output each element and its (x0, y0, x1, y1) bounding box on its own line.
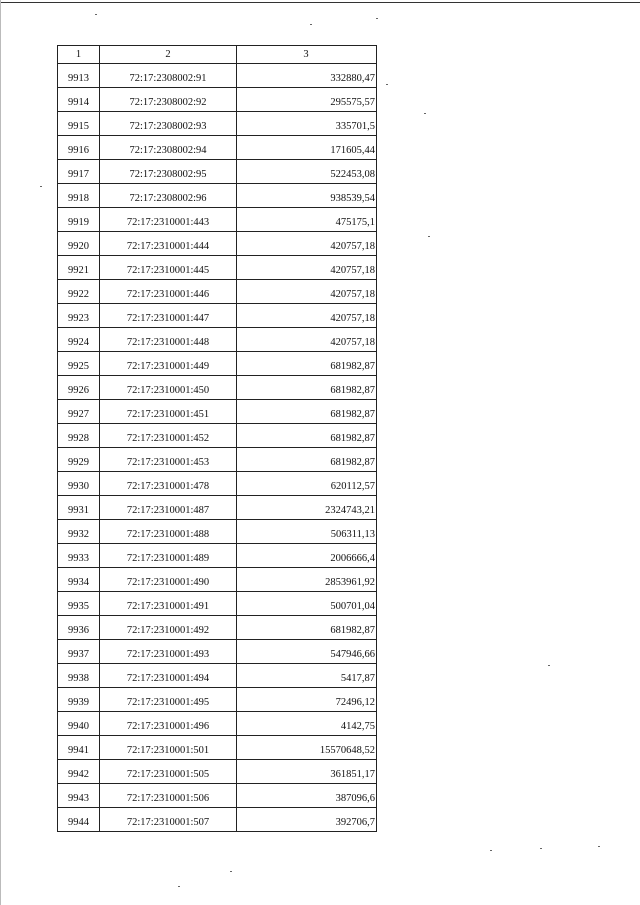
scan-speck (490, 850, 492, 851)
table-row (58, 256, 377, 280)
cadastral-number-cell: 72:17:2310001:489 (100, 544, 237, 568)
cadastral-number-cell: 72:17:2310001:451 (100, 400, 237, 424)
table-row (58, 496, 377, 520)
value-cell: 681982,87 (237, 424, 377, 448)
table-row (58, 112, 377, 136)
cadastral-number-cell: 72:17:2310001:448 (100, 328, 237, 352)
cadastral-number-cell: 72:17:2308002:92 (100, 88, 237, 112)
row-number-cell: 9929 (58, 448, 100, 472)
value-cell: 171605,44 (237, 136, 377, 160)
cadastral-number-cell: 72:17:2310001:453 (100, 448, 237, 472)
cadastral-number-cell: 72:17:2308002:94 (100, 136, 237, 160)
value-cell: 681982,87 (237, 448, 377, 472)
value-cell: 420757,18 (237, 232, 377, 256)
table-row (58, 616, 377, 640)
row-number-cell: 9923 (58, 304, 100, 328)
table-row (58, 280, 377, 304)
table-row (58, 232, 377, 256)
cadastral-number-cell: 72:17:2310001:505 (100, 760, 237, 784)
row-number-cell: 9917 (58, 160, 100, 184)
scan-speck (95, 14, 97, 15)
value-cell: 361851,17 (237, 760, 377, 784)
value-cell: 392706,7 (237, 808, 377, 832)
cadastral-number-cell: 72:17:2310001:446 (100, 280, 237, 304)
table-row (58, 712, 377, 736)
table-row (58, 568, 377, 592)
row-number-cell: 9938 (58, 664, 100, 688)
row-number-cell: 9919 (58, 208, 100, 232)
cadastral-number-cell: 72:17:2310001:487 (100, 496, 237, 520)
row-number-cell: 9922 (58, 280, 100, 304)
scan-speck (548, 665, 550, 666)
cadastral-number-cell: 72:17:2310001:488 (100, 520, 237, 544)
scan-speck (386, 84, 388, 85)
row-number-cell: 9939 (58, 688, 100, 712)
row-number-cell: 9930 (58, 472, 100, 496)
row-number-cell: 9934 (58, 568, 100, 592)
row-number-cell: 9913 (58, 64, 100, 88)
value-cell: 420757,18 (237, 256, 377, 280)
cadastral-number-cell: 72:17:2310001:507 (100, 808, 237, 832)
cadastral-number-cell: 72:17:2310001:495 (100, 688, 237, 712)
table-row (58, 208, 377, 232)
table-row (58, 448, 377, 472)
cadastral-number-cell: 72:17:2310001:501 (100, 736, 237, 760)
scan-speck (40, 186, 42, 187)
scan-speck (540, 848, 542, 849)
cadastral-number-cell: 72:17:2310001:478 (100, 472, 237, 496)
cadastral-number-cell: 72:17:2310001:492 (100, 616, 237, 640)
table-row (58, 160, 377, 184)
row-number-cell: 9944 (58, 808, 100, 832)
cadastral-number-cell: 72:17:2308002:93 (100, 112, 237, 136)
row-number-cell: 9943 (58, 784, 100, 808)
value-cell: 5417,87 (237, 664, 377, 688)
cadastral-number-cell: 72:17:2310001:443 (100, 208, 237, 232)
row-number-cell: 9936 (58, 616, 100, 640)
row-number-cell: 9937 (58, 640, 100, 664)
table-row (58, 592, 377, 616)
row-number-cell: 9935 (58, 592, 100, 616)
value-cell: 387096,6 (237, 784, 377, 808)
value-cell: 938539,54 (237, 184, 377, 208)
value-cell: 2006666,4 (237, 544, 377, 568)
scan-speck (428, 236, 430, 237)
value-cell: 4142,75 (237, 712, 377, 736)
value-cell: 681982,87 (237, 376, 377, 400)
value-cell: 332880,47 (237, 64, 377, 88)
cadastral-number-cell: 72:17:2308002:95 (100, 160, 237, 184)
cadastral-number-cell: 72:17:2310001:506 (100, 784, 237, 808)
row-number-cell: 9940 (58, 712, 100, 736)
table-row (58, 808, 377, 832)
row-number-cell: 9925 (58, 352, 100, 376)
scan-speck (178, 886, 180, 887)
scan-speck (424, 113, 426, 114)
value-cell: 335701,5 (237, 112, 377, 136)
row-number-cell: 9920 (58, 232, 100, 256)
row-number-cell: 9933 (58, 544, 100, 568)
value-cell: 420757,18 (237, 304, 377, 328)
cadastral-value-table (57, 45, 377, 832)
table-row (58, 688, 377, 712)
row-number-cell: 9918 (58, 184, 100, 208)
cadastral-number-cell: 72:17:2310001:444 (100, 232, 237, 256)
value-cell: 295575,57 (237, 88, 377, 112)
value-cell: 2324743,21 (237, 496, 377, 520)
table-row (58, 424, 377, 448)
value-cell: 681982,87 (237, 616, 377, 640)
value-cell: 500701,04 (237, 592, 377, 616)
scan-speck (310, 24, 312, 25)
table-row (58, 784, 377, 808)
table-row (58, 760, 377, 784)
cadastral-number-cell: 72:17:2310001:452 (100, 424, 237, 448)
value-cell: 681982,87 (237, 400, 377, 424)
cadastral-number-cell: 72:17:2310001:494 (100, 664, 237, 688)
row-number-cell: 9926 (58, 376, 100, 400)
table-row (58, 184, 377, 208)
row-number-cell: 9916 (58, 136, 100, 160)
cadastral-number-cell: 72:17:2310001:449 (100, 352, 237, 376)
table-row (58, 520, 377, 544)
column-header-3: 3 (237, 46, 377, 64)
cadastral-number-cell: 72:17:2308002:91 (100, 64, 237, 88)
row-number-cell: 9927 (58, 400, 100, 424)
value-cell: 620112,57 (237, 472, 377, 496)
value-cell: 420757,18 (237, 328, 377, 352)
value-cell: 681982,87 (237, 352, 377, 376)
value-cell: 522453,08 (237, 160, 377, 184)
value-cell: 547946,66 (237, 640, 377, 664)
scan-speck (598, 846, 600, 847)
value-cell: 2853961,92 (237, 568, 377, 592)
row-number-cell: 9942 (58, 760, 100, 784)
cadastral-number-cell: 72:17:2310001:450 (100, 376, 237, 400)
column-header-1: 1 (58, 46, 100, 64)
value-cell: 475175,1 (237, 208, 377, 232)
row-number-cell: 9941 (58, 736, 100, 760)
row-number-cell: 9932 (58, 520, 100, 544)
value-cell: 420757,18 (237, 280, 377, 304)
table-row (58, 328, 377, 352)
scan-speck (376, 18, 378, 19)
row-number-cell: 9924 (58, 328, 100, 352)
table-row (58, 352, 377, 376)
table-row (58, 376, 377, 400)
row-number-cell: 9921 (58, 256, 100, 280)
row-number-cell: 9931 (58, 496, 100, 520)
cadastral-number-cell: 72:17:2310001:445 (100, 256, 237, 280)
cadastral-number-cell: 72:17:2310001:447 (100, 304, 237, 328)
row-number-cell: 9915 (58, 112, 100, 136)
table-row (58, 664, 377, 688)
cadastral-number-cell: 72:17:2310001:491 (100, 592, 237, 616)
table-row (58, 640, 377, 664)
row-number-cell: 9928 (58, 424, 100, 448)
table-row (58, 304, 377, 328)
table-row (58, 472, 377, 496)
value-cell: 15570648,52 (237, 736, 377, 760)
cadastral-number-cell: 72:17:2310001:496 (100, 712, 237, 736)
cadastral-number-cell: 72:17:2310001:493 (100, 640, 237, 664)
row-number-cell: 9914 (58, 88, 100, 112)
value-cell: 506311,13 (237, 520, 377, 544)
page-left-edge (0, 0, 1, 905)
column-header-2: 2 (100, 46, 237, 64)
value-cell: 72496,12 (237, 688, 377, 712)
cadastral-number-cell: 72:17:2308002:96 (100, 184, 237, 208)
table-row (58, 88, 377, 112)
table-row (58, 136, 377, 160)
table-header-row (58, 46, 377, 64)
table-row (58, 400, 377, 424)
table-row (58, 544, 377, 568)
cadastral-number-cell: 72:17:2310001:490 (100, 568, 237, 592)
page-top-border (0, 2, 640, 3)
table-row (58, 736, 377, 760)
table-row (58, 64, 377, 88)
scan-speck (230, 871, 232, 872)
